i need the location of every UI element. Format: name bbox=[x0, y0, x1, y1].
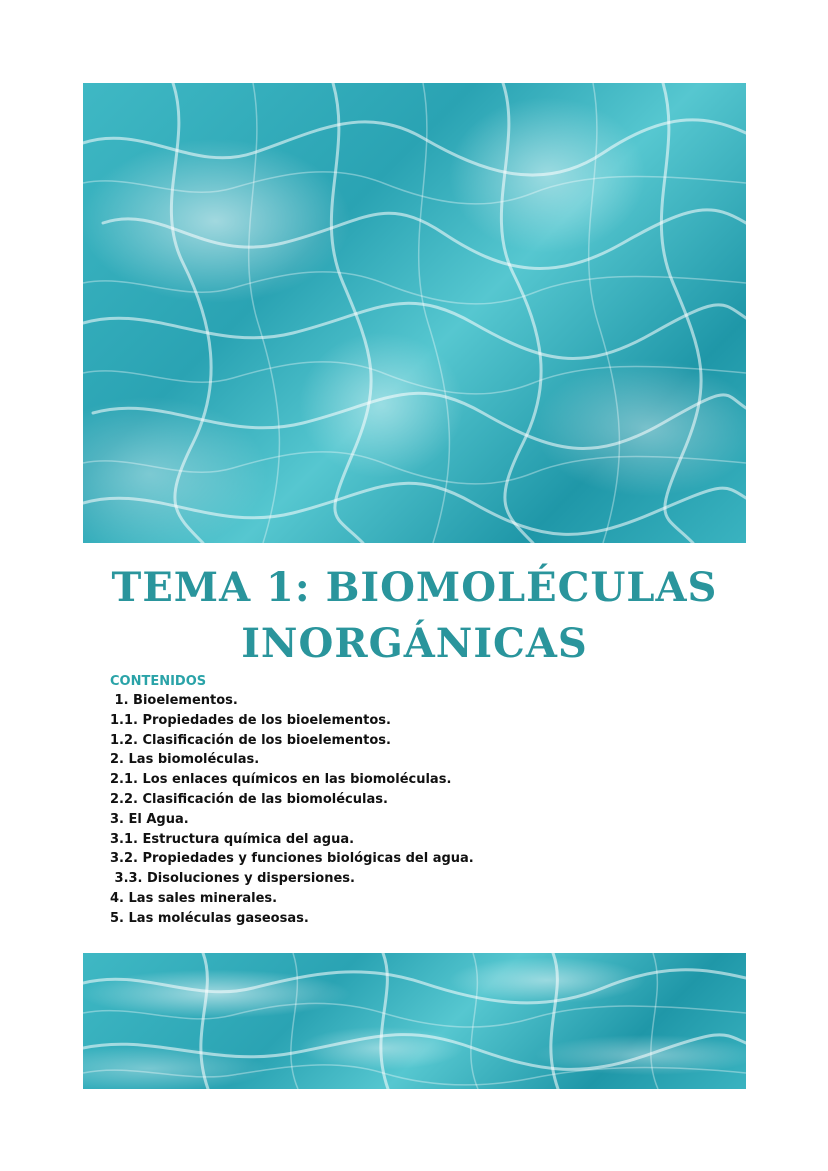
list-item: 2. Las biomoléculas. bbox=[110, 752, 260, 768]
page-title bbox=[83, 560, 746, 672]
list-item: 3. El Agua. bbox=[110, 811, 189, 827]
list-item: 2.1. Los enlaces químicos en las biomoléculas. bbox=[110, 772, 452, 788]
water-caustics-pattern bbox=[83, 953, 746, 1089]
list-item: 4. Las sales minerales. bbox=[110, 890, 278, 906]
list-item: 1.2. Clasificación de los bioelementos. bbox=[110, 732, 391, 748]
table-of-contents bbox=[110, 672, 730, 929]
water-caustics-pattern bbox=[83, 83, 746, 543]
list-item: 3.2. Propiedades y funciones biológicas del agua. bbox=[110, 851, 474, 867]
list-item: 2.2. Clasificación de las biomoléculas. bbox=[110, 791, 388, 807]
water-cover-image bbox=[83, 83, 746, 543]
list-item: 1. Bioelementos. bbox=[110, 693, 238, 708]
list-item: 3.3. Disoluciones y dispersiones. bbox=[110, 871, 355, 887]
list-item: 5. Las moléculas gaseosas. bbox=[110, 910, 309, 926]
list-item: 3.1. Estructura química del agua. bbox=[110, 831, 355, 847]
contents-heading: CONTENIDOS bbox=[110, 674, 207, 689]
water-footer-image bbox=[83, 953, 746, 1089]
title-line-2: INORGÁNICAS bbox=[241, 620, 588, 667]
contents-list bbox=[110, 691, 730, 929]
title-line-1: TEMA 1: BIOMOLÉCULAS bbox=[111, 564, 718, 611]
list-item: 1.1. Propiedades de los bioelementos. bbox=[110, 712, 391, 728]
